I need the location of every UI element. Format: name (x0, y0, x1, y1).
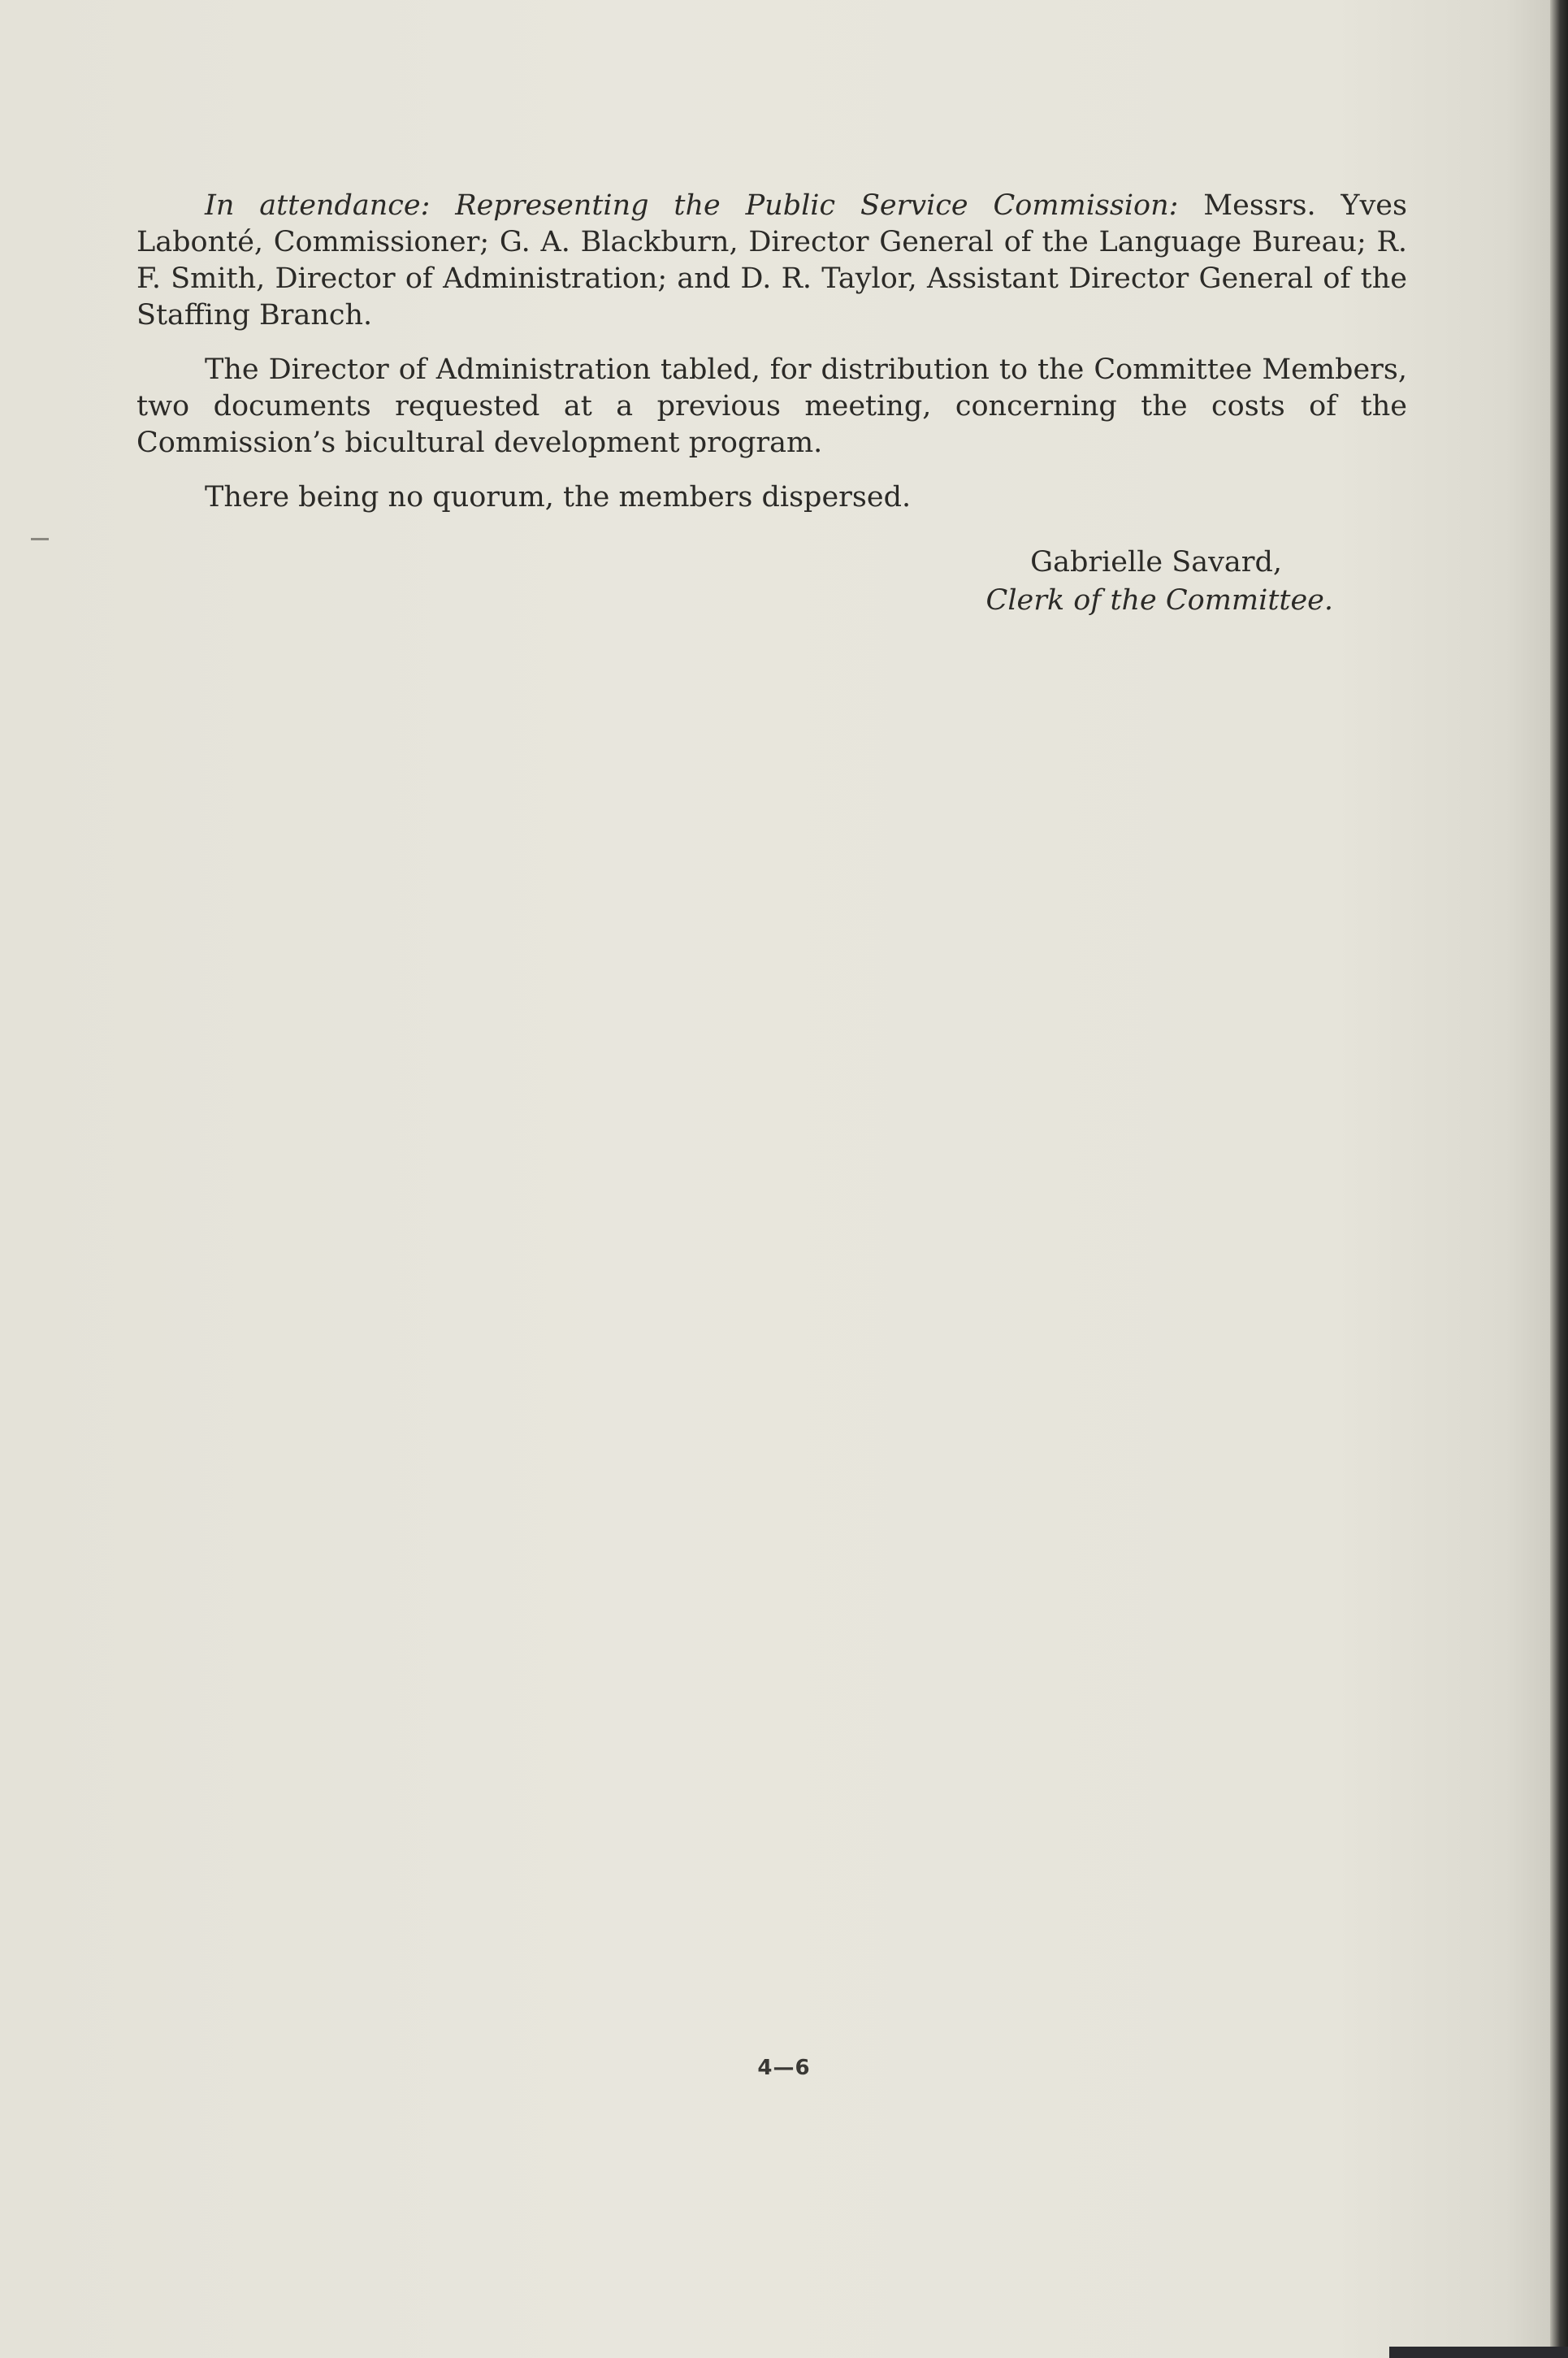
tabled-text: The Director of Administration tabled, for distribution to the Committee Members, two documents requested at a previous meeting, concerning the costs of the Commission’s bicultural development program. (136, 353, 1407, 459)
attendance-label: In attendance: Representing the Public Service Commission: (205, 189, 1179, 222)
page-binding-edge (1550, 0, 1568, 2358)
margin-mark (31, 538, 49, 540)
tabled-paragraph (136, 352, 1407, 462)
signature-name: Gabrielle Savard, (1030, 546, 1282, 579)
page-binding-foot (1389, 2347, 1568, 2358)
quorum-paragraph (136, 479, 1407, 516)
signature-title: Clerk of the Committee. (985, 584, 1333, 617)
quorum-text: There being no quorum, the members dispersed. (205, 481, 912, 514)
attendance-paragraph (136, 188, 1407, 334)
attendance-text: Messrs. Yves Labonté, Commissioner; G. A. Blackburn, Director General of the Language Bureau; R. F. Smith, Director of Administration; and D. R. Taylor, Assistant Director General of the Staffing Branch. (136, 189, 1407, 332)
page-number: 4—6 (757, 2056, 811, 2080)
